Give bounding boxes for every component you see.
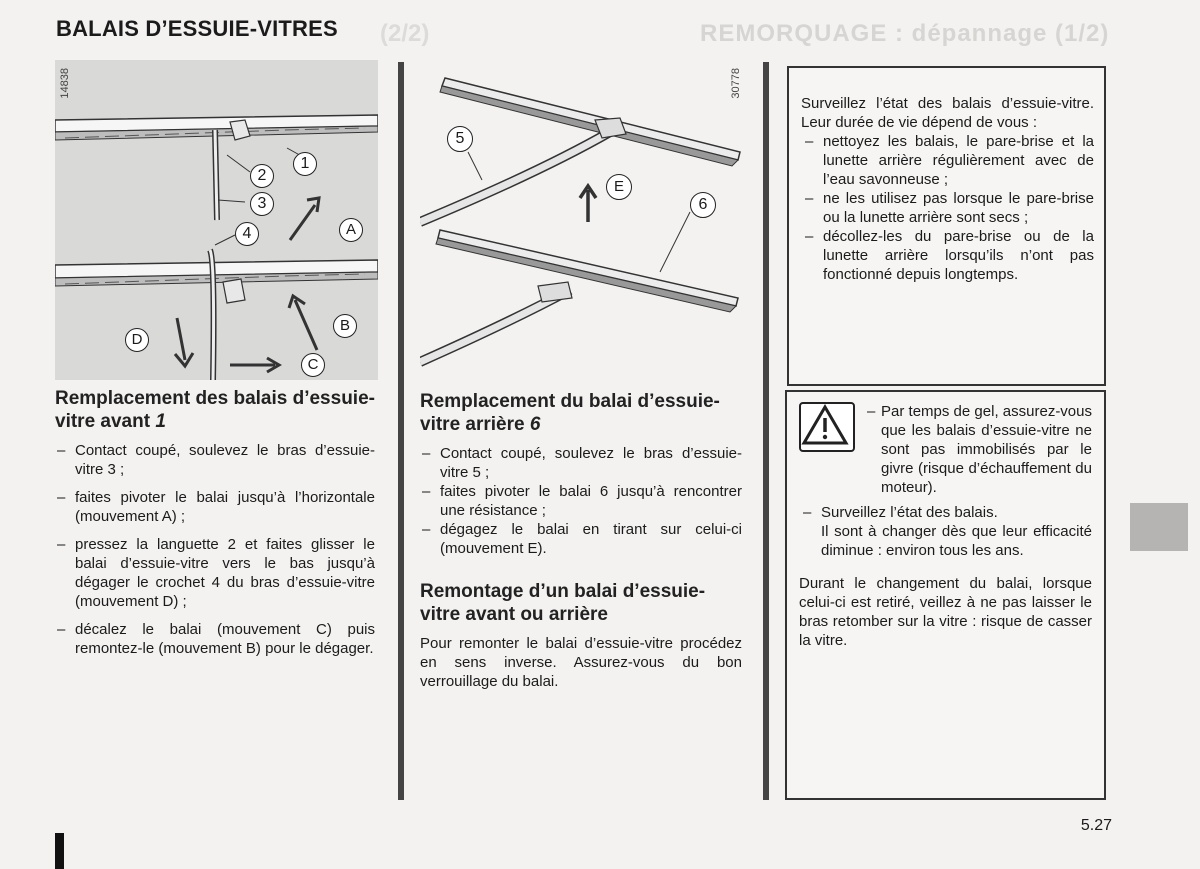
page-number: 5.27 [1080,817,1112,834]
chapter-tab [1130,503,1188,551]
callout-1: 1 [293,152,317,176]
front-wiper-figure [55,60,378,380]
check-text-2: Il sont à changer dès que leur efficacité diminue : environ tous les ans. [821,523,1092,559]
front-wiper-section [55,387,375,667]
movement-d: D [125,328,149,352]
list-item: – pressez la languette 2 et faites glisser le balai d’essuie-vitre vers le bas jusqu’à dégager le crochet 4 du bras d’essuie-vitre (mouvement D) ; [55,535,375,611]
list-item: – dégagez le balai en tirant sur celui-ci (mouvement E). [420,520,742,558]
frost-warning: – Par temps de gel, assurez-vous que les balais d’essuie-vitre ne sont pas immobilisés par le givre (risque d’échauffement du moteur). [867,403,1092,496]
rear-wiper-heading: Remplacement du balai d’essuie-vitre arrière 6 [420,391,720,435]
rear-wiper-section [420,390,742,691]
refit-heading: Remontage d’un balai d’essuie-vitre avant ou arrière [420,581,706,625]
warning-box [785,390,1106,800]
column-divider-1 [398,62,404,800]
check-text-1: Surveillez l’état des balais. [821,504,998,521]
callout-5: 5 [447,126,473,152]
list-item: – décollez-les du pare-brise ou de la lunette arrière lorsqu’ils n’ont pas fonctionné depuis longtemps. [801,227,1094,284]
care-intro: Surveillez l’état des balais d’essuie-vitre. Leur durée de vie dépend de vous : [801,95,1094,131]
rear-wiper-diagram [420,62,743,380]
warning-triangle-icon [799,402,855,452]
rear-wiper-steps [420,444,742,558]
front-wiper-heading: Remplacement des balais d’essuie-vitre avant 1 [55,388,375,432]
movement-c: C [301,353,325,377]
column-divider-2 [763,62,769,800]
list-item: – faites pivoter le balai jusqu’à l’horizontale (mouvement A) ; [55,488,375,526]
figure-ref-number: 30778 [730,68,742,99]
care-list [801,132,1094,284]
wiper-check-list [799,503,1092,560]
figure-ref-number: 14838 [59,68,71,99]
list-item: – nettoyez les balais, le pare-brise et la lunette arrière régulièrement avec de l’eau savonneuse ; [801,132,1094,189]
list-item: – décalez le balai (mouvement C) puis remontez-le (mouvement B) pour le dégager. [55,620,375,658]
page-marker [55,833,64,869]
list-item: – ne les utilisez pas lorsque le pare-brise ou la lunette arrière sont secs ; [801,189,1094,227]
frost-warning-text: Par temps de gel, assurez-vous que les balais d’essuie-vitre ne sont pas immobilisés par le givre (risque d’échauffement du moteur). [881,403,1092,496]
page-title: BALAIS D’ESSUIE-VITRES [56,16,338,41]
list-item [799,503,1092,560]
callout-3: 3 [250,192,274,216]
movement-b: B [333,314,357,338]
callout-4: 4 [235,222,259,246]
replacement-note: Durant le changement du balai, lorsque celui-ci est retiré, veillez à ne pas laisser le bras retomber sur la vitre : risque de casser la vitre. [799,575,1092,649]
list-item: – Contact coupé, soulevez le bras d’essuie-vitre 5 ; [420,444,742,482]
care-info-box [787,66,1106,386]
front-wiper-diagram [55,60,378,380]
rear-wiper-figure [420,62,743,380]
refit-text: Pour remonter le balai d’essuie-vitre procédez en sens inverse. Assurez-vous du bon verrouillage du balai. [420,635,742,690]
show-through-subtitle: (2/2) [380,20,430,47]
movement-a: A [339,218,363,242]
list-item: – faites pivoter le balai 6 jusqu’à rencontrer une résistance ; [420,482,742,520]
callout-2: 2 [250,164,274,188]
list-item: – Contact coupé, soulevez le bras d’essuie-vitre 3 ; [55,441,375,479]
movement-e: E [606,174,632,200]
callout-6: 6 [690,192,716,218]
show-through-title: REMORQUAGE : dépannage (1/2) [700,20,1110,47]
front-wiper-steps [55,441,375,658]
